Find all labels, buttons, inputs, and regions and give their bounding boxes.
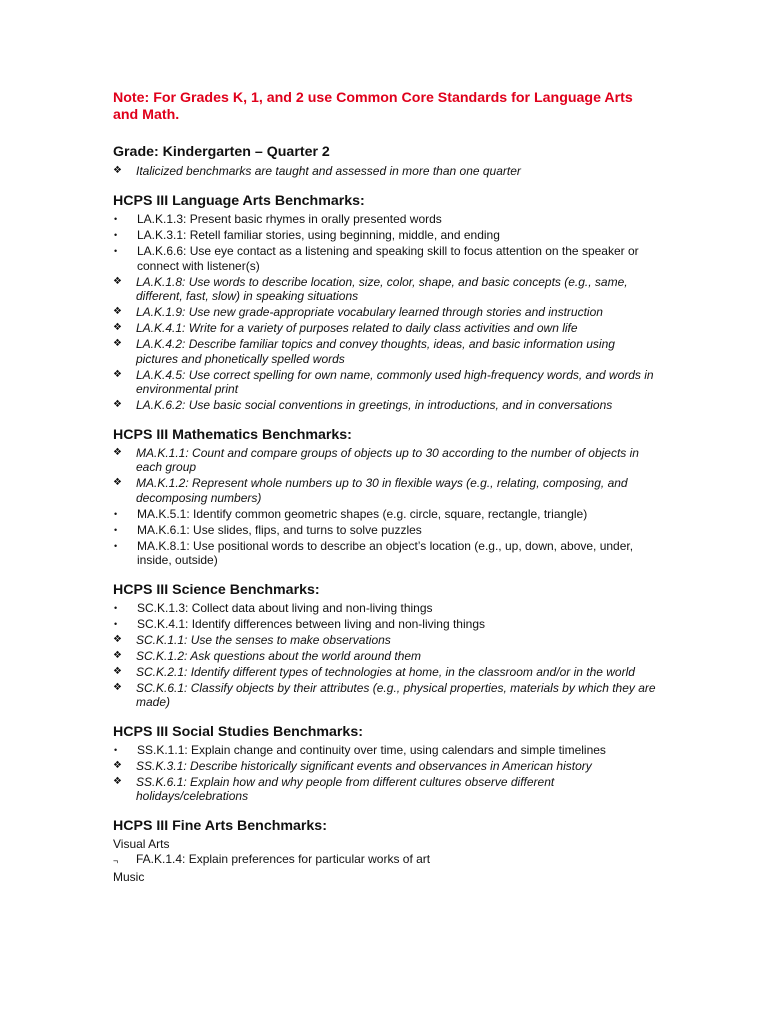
list-item <box>113 507 658 522</box>
benchmark-text: MA.K.8.1: Use positional words to describe an object’s location (e.g., up, down, above, under, inside, outside) <box>137 538 634 567</box>
science-list <box>113 601 658 710</box>
benchmark-text: LA.K.6.6: Use eye contact as a listening and speaking skill to focus attention on the speaker or connect with listener(s) <box>137 244 639 273</box>
diamond-bullet-icon: ❖ <box>113 368 122 380</box>
diamond-bullet-icon: ❖ <box>113 446 122 458</box>
visual-arts-label: Visual Arts <box>113 836 170 851</box>
list-item <box>113 212 658 227</box>
mathematics-heading: HCPS III Mathematics Benchmarks: <box>113 426 352 443</box>
benchmark-text: LA.K.1.9: Use new grade-appropriate vocabulary learned through stories and instruction <box>136 305 603 319</box>
list-item <box>113 321 658 336</box>
mathematics-list <box>113 446 658 568</box>
bullet-icon: • <box>114 524 118 535</box>
benchmark-text: SC.K.2.1: Identify different types of technologies at home, in the classroom and/or in the world <box>136 664 635 679</box>
diamond-bullet-icon: ❖ <box>113 322 122 333</box>
bullet-icon: • <box>114 508 118 519</box>
list-item <box>113 476 658 505</box>
diamond-bullet-icon: ❖ <box>113 477 122 488</box>
diamond-bullet-icon: ❖ <box>113 649 122 661</box>
fine-arts-heading: HCPS III Fine Arts Benchmarks: <box>113 817 327 834</box>
social-studies-list <box>113 743 658 804</box>
list-item <box>113 775 658 804</box>
list-item <box>113 275 658 304</box>
language-arts-heading: HCPS III Language Arts Benchmarks: <box>113 193 365 209</box>
list-item <box>113 759 658 774</box>
list-item <box>113 743 658 758</box>
document-content <box>113 90 658 885</box>
language-arts-list <box>113 212 658 413</box>
list-item <box>113 617 658 632</box>
list-item <box>113 665 658 680</box>
benchmark-text: LA.K.3.1: Retell familiar stories, using beginning, middle, and ending <box>137 228 500 242</box>
benchmark-text: LA.K.4.2: Describe familiar topics and convey thoughts, ideas, and basic information using pictures and phonetically spelled words <box>136 337 615 366</box>
list-item <box>113 398 658 413</box>
benchmark-text: LA.K.4.1: Write for a variety of purposes related to daily class activities and own life <box>136 321 578 335</box>
benchmark-text: FA.K.1.4: Explain preferences for particular works of art <box>136 851 431 866</box>
list-item <box>113 681 658 710</box>
list-item <box>113 244 658 273</box>
benchmark-text: SC.K.1.1: Use the senses to make observations <box>136 632 391 647</box>
diamond-bullet-icon: ❖ <box>113 681 122 693</box>
benchmark-text: SS.K.3.1: Describe historically significant events and observances in American history <box>136 758 592 773</box>
benchmark-text: MA.K.1.2: Represent whole numbers up to 30 in flexible ways (e.g., relating, composing, and decomposing numbers) <box>136 476 628 505</box>
bullet-icon: • <box>114 618 118 629</box>
list-item <box>113 539 658 568</box>
bullet-icon: • <box>114 246 118 256</box>
bullet-icon: • <box>114 230 118 240</box>
benchmark-text: SS.K.1.1: Explain change and continuity over time, using calendars and simple timelines <box>137 742 606 757</box>
list-item <box>113 649 658 664</box>
benchmark-text: LA.K.1.3: Present basic rhymes in orally presented words <box>137 212 442 226</box>
benchmark-text: MA.K.1.1: Count and compare groups of objects up to 30 according to the number of objects in each group <box>136 445 639 474</box>
benchmark-text: SS.K.6.1: Explain how and why people from different cultures observe different holidays/celebrations <box>136 774 555 803</box>
bullet-icon: • <box>114 602 118 613</box>
list-item <box>113 852 658 870</box>
benchmark-text: LA.K.4.5: Use correct spelling for own name, commonly used high-frequency words, and words in environmental print <box>136 367 654 396</box>
music-label: Music <box>113 869 145 884</box>
benchmark-text: SC.K.4.1: Identify differences between living and non-living things <box>137 616 485 631</box>
list-item <box>113 633 658 648</box>
diamond-bullet-icon: ❖ <box>113 306 122 317</box>
italic-benchmark-note-text: Italicized benchmarks are taught and assessed in more than one quarter <box>136 164 521 178</box>
list-item <box>113 446 658 475</box>
bullet-icon: • <box>114 214 118 224</box>
benchmark-text: SC.K.1.2: Ask questions about the world around them <box>136 648 422 663</box>
list-item <box>113 523 658 538</box>
benchmark-text: MA.K.6.1: Use slides, flips, and turns to solve puzzles <box>137 522 422 537</box>
benchmark-text: MA.K.5.1: Identify common geometric shapes (e.g. circle, square, rectangle, triangle) <box>137 506 588 521</box>
diamond-bullet-icon: ❖ <box>113 633 122 645</box>
bullet-icon: • <box>114 540 118 551</box>
italic-benchmark-note <box>113 164 658 179</box>
diamond-bullet-icon: ❖ <box>113 759 122 771</box>
list-item <box>113 337 658 366</box>
list-item <box>113 601 658 616</box>
diamond-bullet-icon: ❖ <box>113 399 122 410</box>
social-studies-heading: HCPS III Social Studies Benchmarks: <box>113 723 363 740</box>
bullet-icon: • <box>114 744 118 755</box>
grade-heading: Grade: Kindergarten – Quarter 2 <box>113 144 330 160</box>
list-item <box>113 368 658 397</box>
diamond-bullet-icon: ❖ <box>113 665 122 677</box>
benchmark-text: LA.K.6.2: Use basic social conventions in greetings, in introductions, and in conversations <box>136 398 613 412</box>
science-heading: HCPS III Science Benchmarks: <box>113 581 320 598</box>
diamond-bullet-icon: ❖ <box>113 165 122 176</box>
benchmark-text: SC.K.1.3: Collect data about living and non-living things <box>137 600 433 615</box>
benchmark-text: SC.K.6.1: Classify objects by their attributes (e.g., physical properties, materials by which they are made) <box>136 680 656 709</box>
benchmark-text: LA.K.1.8: Use words to describe location, size, color, shape, and basic concepts (e.g., same, different, fast, slow) in speaking situations <box>136 274 628 303</box>
common-core-note: Note: For Grades K, 1, and 2 use Common Core Standards for Language Arts and Math. <box>113 90 633 123</box>
diamond-bullet-icon: ❖ <box>113 338 122 349</box>
list-item <box>113 305 658 320</box>
list-item <box>113 228 658 243</box>
check-bullet-icon: ¬ <box>113 855 119 866</box>
diamond-bullet-icon: ❖ <box>113 275 122 287</box>
diamond-bullet-icon: ❖ <box>113 775 122 787</box>
